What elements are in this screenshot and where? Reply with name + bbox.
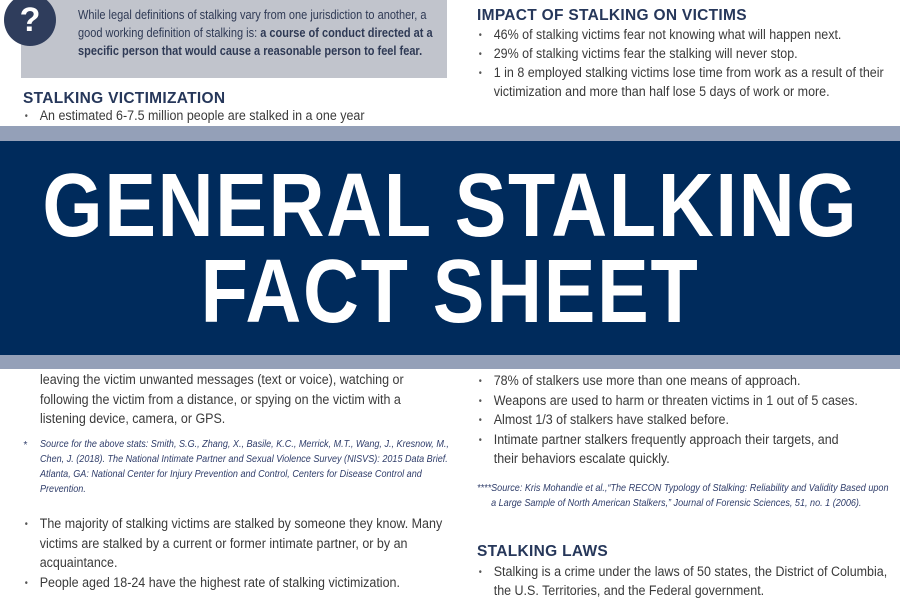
title-line-2: [0, 242, 900, 342]
definition-bold: a course of conduct directed at a specific person that would cause a reasonable person to feel fear.: [78, 26, 433, 58]
victimization-list: [23, 515, 448, 593]
list-item: • 29% of stalking victims fear the stalking will never stop.: [477, 45, 899, 64]
definition-text: [78, 6, 438, 60]
title-line-1: [0, 156, 900, 256]
banner-top-band: [0, 126, 900, 141]
list-item: • People aged 18-24 have the highest rate of stalking victimization.: [23, 574, 448, 594]
list-item: • Intimate partner stalkers frequently approach their targets, and their behaviors escalate quickly.: [477, 431, 897, 470]
victimization-continued: leaving the victim unwanted messages (text or voice), watching or following the victim from a distance, or spying on the victim with a listening device, camera, or GPS.: [40, 372, 404, 427]
source-marker: *: [23, 440, 28, 451]
offender-list: [477, 372, 897, 470]
list-item: • Weapons are used to harm or threaten victims in 1 out of 5 cases.: [477, 392, 897, 412]
question-icon: ?: [4, 0, 56, 46]
list-item: • 1 in 8 employed stalking victims lose time from work as a result of their victimization and more than half lose 5 days of work or more.: [477, 64, 899, 102]
list-item: • Almost 1/3 of stalkers have stalked before.: [477, 411, 897, 431]
list-item: • 78% of stalkers use more than one means of approach.: [477, 372, 897, 392]
victimization-list-top: [23, 107, 445, 127]
offender-source: ****Source: Kris Mohandie et al.,“The RECON Typology of Stalking: Reliability and Validity Based upon a Large Sample of North American Stalkers,” Journal of Forensic Sciences, 51, no. 1 (2006).: [477, 483, 889, 509]
title-text-2: FACT SHEET: [200, 242, 700, 342]
impact-list: [477, 26, 899, 102]
victimization-source: Source for the above stats: Smith, S.G., Zhang, X., Basile, K.C., Merrick, M.T., Wang, J., Kresnow, M., Chen, J. (2018). The National Intimate Partner and Sexual Violence Survey (NISVS): 2015 Data Brief. Atlanta, GA: National Center for Injury Prevention and Control, Centers for Disease Control and Prevention.: [40, 439, 449, 495]
definition-plain: While legal definitions of stalking vary from one jurisdiction to another, a good working definition of stalking is:: [78, 8, 427, 40]
list-item: • 46% of stalking victims fear not knowing what will happen next.: [477, 26, 899, 45]
list-item: • The majority of stalking victims are stalked by someone they know. Many victims are stalked by a current or former intimate partner, or by an acquaintance.: [23, 515, 448, 574]
laws-heading: STALKING LAWS: [477, 543, 609, 560]
impact-heading: IMPACT OF STALKING ON VICTIMS: [477, 7, 747, 24]
list-item: • Stalking is a crime under the laws of 50 states, the District of Columbia, the U.S. Territories, and the Federal government.: [477, 563, 892, 601]
title-text-1: GENERAL STALKING: [42, 156, 858, 256]
list-item: • An estimated 6-7.5 million people are stalked in a one year: [23, 107, 445, 127]
victimization-heading: STALKING VICTIMIZATION: [23, 90, 226, 107]
banner-bottom-band: [0, 355, 900, 369]
laws-list: [477, 563, 892, 601]
